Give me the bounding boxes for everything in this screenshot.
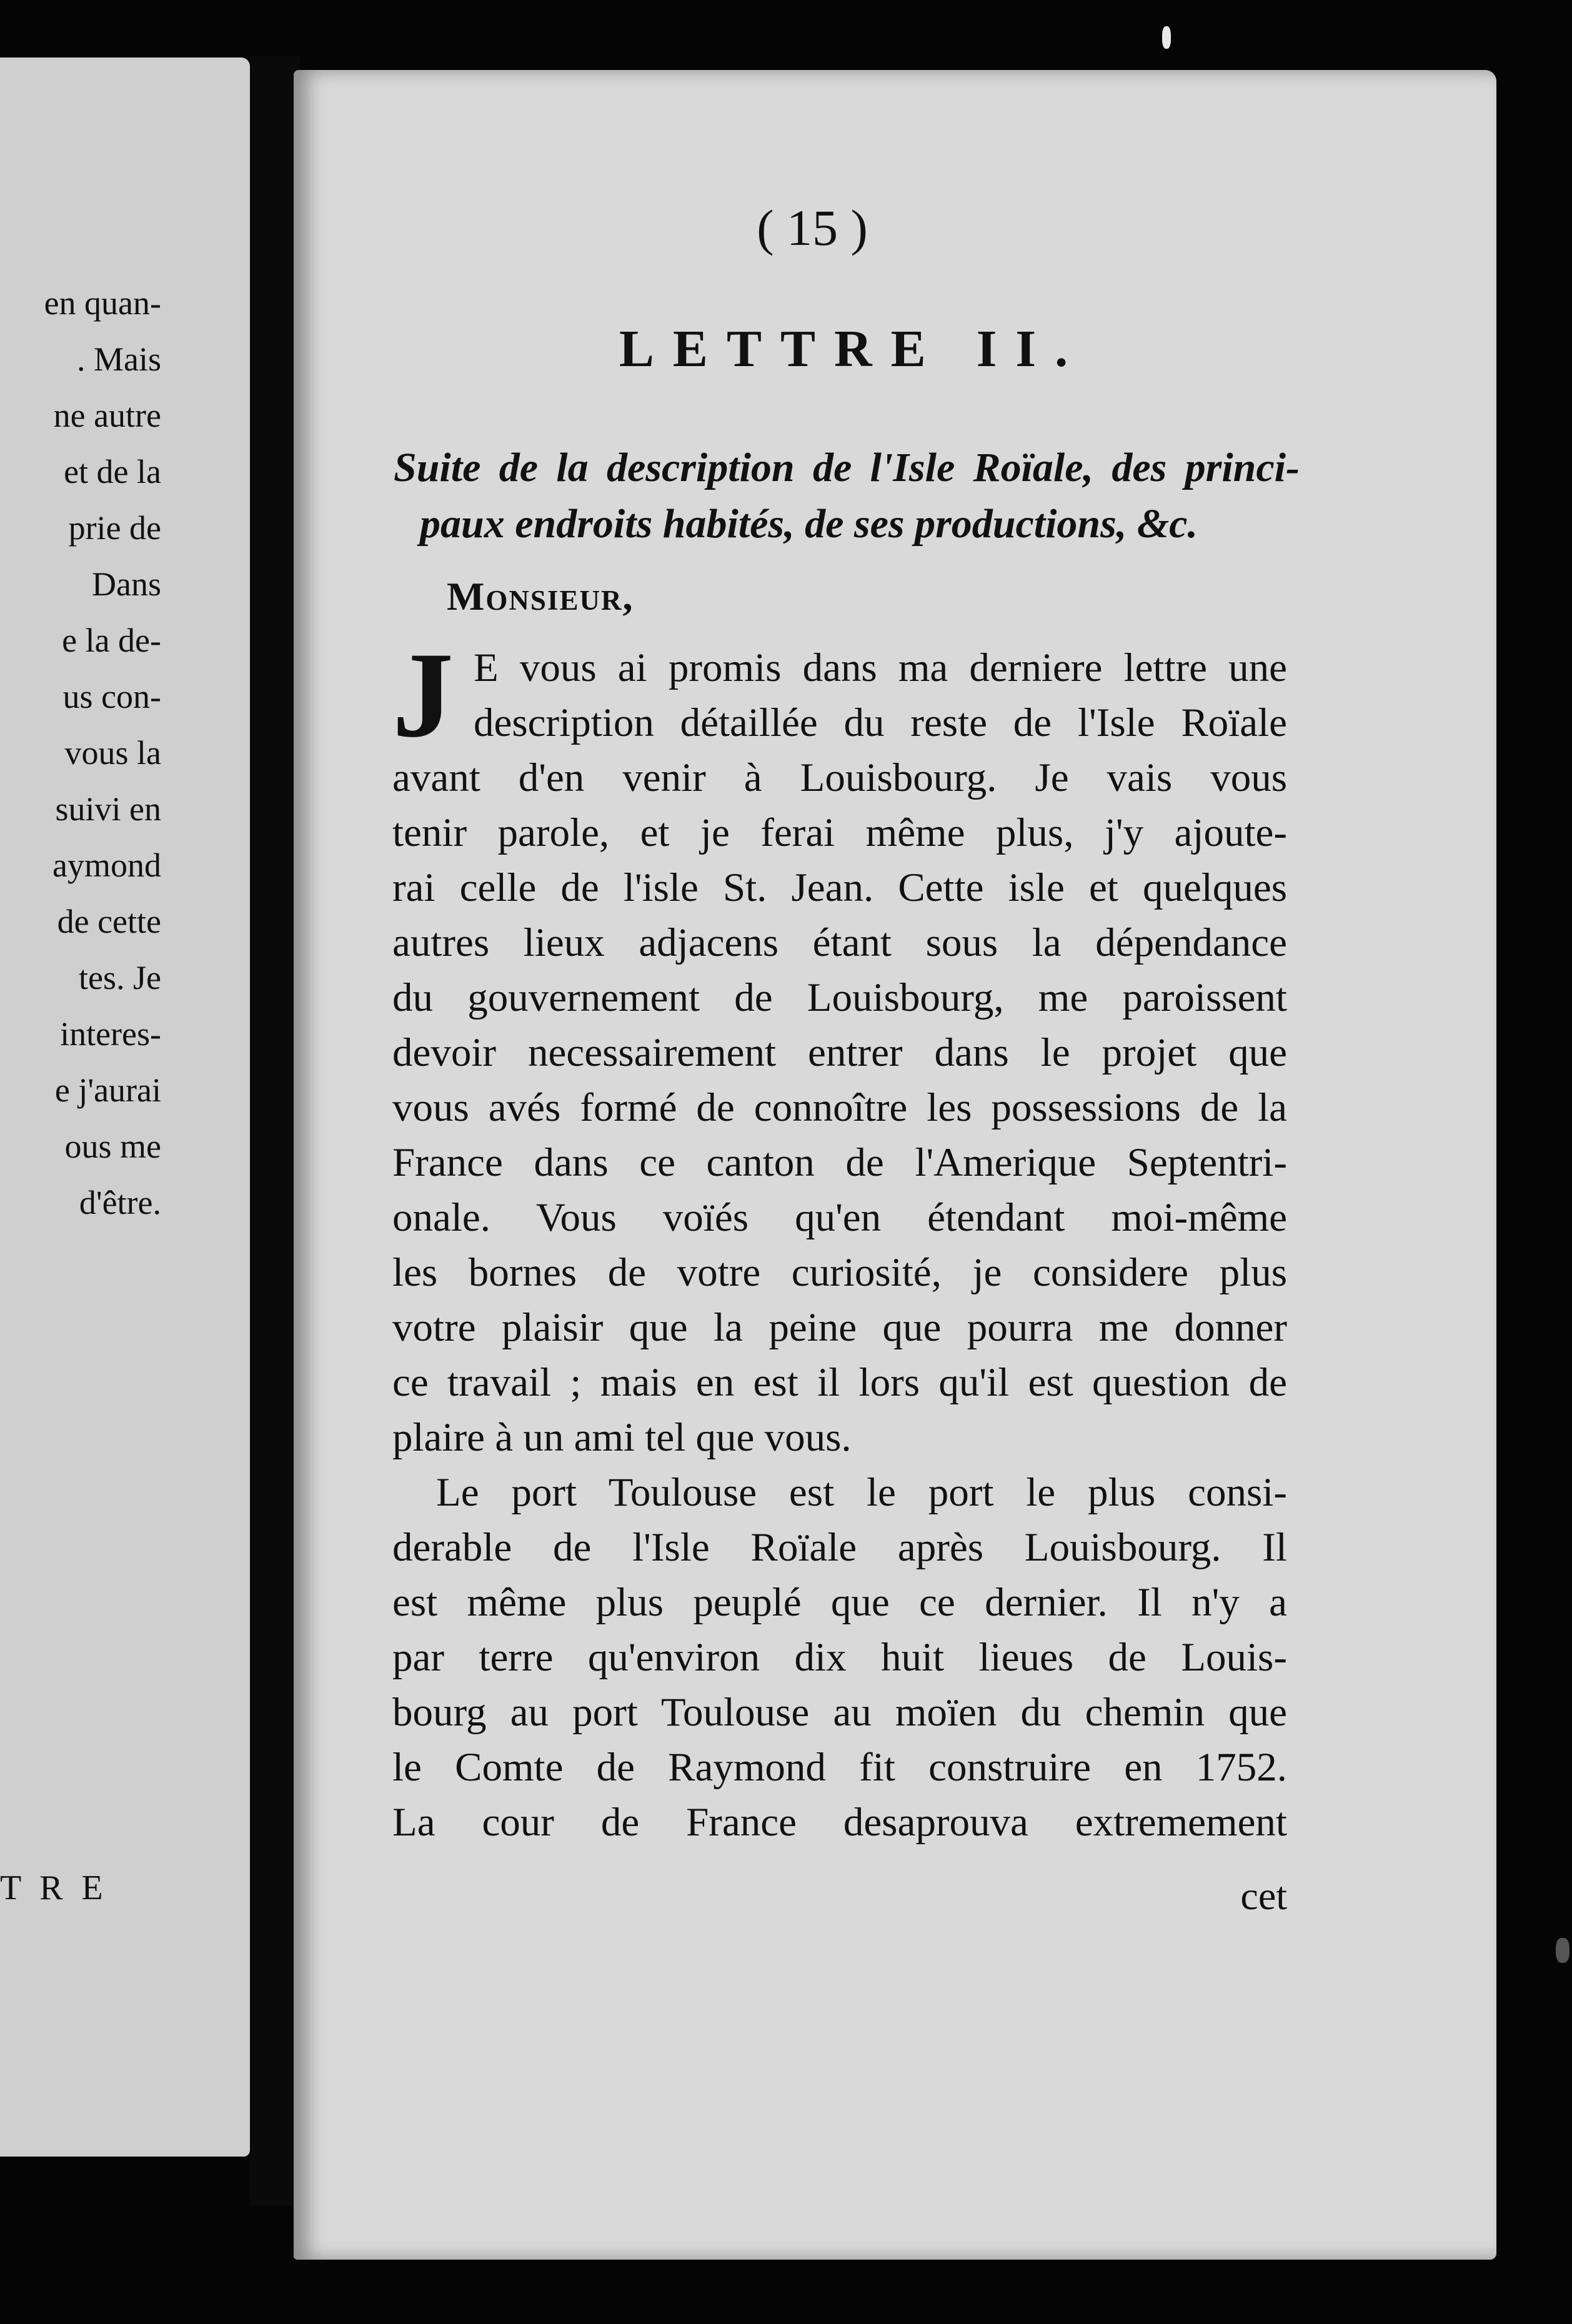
body-line: vous avés formé de connoître les possessions de la: [392, 1085, 1287, 1130]
left-line: prie de: [68, 509, 161, 547]
body-line: plaire à un ami tel que vous.: [392, 1415, 852, 1460]
left-line: interes-: [60, 1015, 161, 1053]
body-line: onale. Vous voïés qu'en étendant moi-même: [392, 1195, 1287, 1240]
body-line: France dans ce canton de l'Amerique Septentri-: [392, 1140, 1287, 1185]
drop-cap: J: [392, 627, 454, 763]
previous-page: [0, 57, 250, 2157]
left-line: en quan-: [44, 284, 161, 322]
left-line: e j'aurai: [54, 1071, 161, 1109]
body-line: votre plaisir que la peine que pourra me donner: [392, 1305, 1287, 1350]
letter-subtitle: [394, 440, 1300, 552]
body-line: est même plus peuplé que ce dernier. Il n'y a: [392, 1580, 1287, 1625]
body-line: description détaillée du reste de l'Isle Roïale: [474, 700, 1287, 745]
page-number: ( 15 ): [757, 199, 868, 256]
body-line: La cour de France desaprouva extremement: [392, 1800, 1287, 1845]
body-line: ce travail ; mais en est il lors qu'il est question de: [392, 1360, 1287, 1405]
body-line: devoir necessairement entrer dans le projet que: [392, 1030, 1287, 1075]
page-blemish: [1556, 1938, 1570, 1963]
previous-page-text: [0, 275, 250, 1231]
body-line: bourg au port Toulouse au moïen du chemin que: [392, 1690, 1287, 1735]
salutation: Monsieur,: [447, 574, 634, 618]
body-line: Le port Toulouse est le port le plus consi-: [436, 1470, 1287, 1515]
body-line: derable de l'Isle Roïale après Louisbourg. Il: [392, 1525, 1287, 1570]
body-line: rai celle de l'isle St. Jean. Cette isle et quelques: [392, 865, 1287, 910]
left-line: de cette: [57, 903, 161, 940]
previous-page-footer: T R E: [0, 1869, 108, 1907]
left-line: e la de-: [62, 622, 161, 659]
margin-speck: [1162, 26, 1171, 49]
letter-heading: LETTRE II.: [619, 320, 1087, 378]
left-line: tes. Je: [79, 959, 161, 996]
body-line: tenir parole, et je ferai même plus, j'y ajoute-: [392, 810, 1287, 855]
body-line: avant d'en venir à Louisbourg. Je vais vous: [392, 755, 1287, 800]
body-line: par terre qu'environ dix huit lieues de Louis-: [392, 1635, 1287, 1680]
subtitle-line: paux endroits habités, de ses productions, &c.: [420, 501, 1198, 547]
left-line: d'être.: [79, 1184, 161, 1221]
subtitle-line: Suite de la description de l'Isle Roïale, des princi-: [394, 445, 1300, 490]
body-line: les bornes de votre curiosité, je considere plus: [392, 1250, 1287, 1295]
body-line: autres lieux adjacens étant sous la dépendance: [392, 920, 1287, 965]
catchword: cet: [1240, 1874, 1287, 1918]
left-line: suivi en: [55, 790, 161, 828]
left-line: et de la: [64, 453, 161, 490]
left-line: ne autre: [53, 397, 161, 434]
left-line: Dans: [92, 565, 161, 603]
left-line: us con-: [62, 678, 161, 715]
letter-body: [392, 627, 1287, 1850]
left-line: ous me: [64, 1128, 161, 1165]
body-line: du gouvernement de Louisbourg, me paroissent: [392, 975, 1287, 1020]
left-line: vous la: [64, 734, 161, 772]
book-spine: [250, 56, 300, 2205]
body-line: E vous ai promis dans ma derniere lettre une: [474, 645, 1287, 690]
body-line: le Comte de Raymond fit construire en 1752.: [392, 1745, 1287, 1790]
left-line: aymond: [52, 847, 161, 884]
left-line: . Mais: [77, 340, 161, 378]
